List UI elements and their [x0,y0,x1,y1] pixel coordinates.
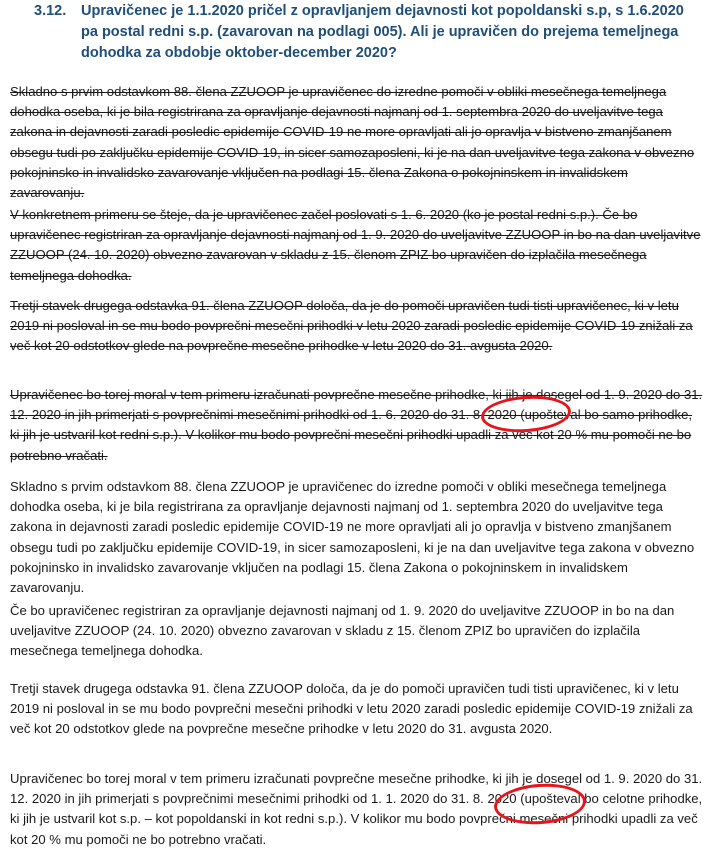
section-heading [34,1,694,64]
paragraph-3: Tretji stavek drugega odstavka 91. člena ZZUOOP določa, da je do pomoči upravičen tudi tisti upravičenec, ki v letu 2019 ni posloval in se mu bodo povprečni mesečni prihodki v letu 2020 zaradi posledic epidemije COVID-19 znižali za več kot 20 odstotkov glede na povprečne mesečne prihodke v letu 2020 do 31. avgusta 2020. [10,681,693,737]
paragraph-1: Skladno s prvim odstavkom 88. člena ZZUOOP je upravičenec do izredne pomoči v obliki mesečnega temeljnega dohodka oseba, ki je bila registrirana za opravljanje dejavnosti najmanj od 1. septembra 2020 do uveljavitve tega zakona in dejavnosti zaradi posledic epidemije COVID-19 ne more opravljati ali jo opravlja v bistveno zmanjšanem obsegu tudi po zaključku epidemije COVID-19, in sicer samozaposleni, ki je na dan uveljavitve tega zakona v obvezno pokojninsko in invalidsko zavarovanje vključen na podlagi 15. člena Zakona o pokojninskem in invalidskem zavarovanju. [10,479,695,596]
struck-paragraph-4: Upravičenec bo torej moral v tem primeru izračunati povprečne mesečne prihodke, ki jih je dosegel od 1. 9. 2020 do 31. 12. 2020 in jih primerjati s povprečnimi mesečnimi prihodki od 1. 6. 2020 do 31. 8. 2020 (upošteval bo samo prihodke, ki jih je ustvaril kot redni s.p.). V kolikor mu bodo povprečni mesečni prihodki upadli za več kot 20 % mu pomoči ne bo potrebno vračati. [10,387,703,463]
paragraph-2: Če bo upravičenec registriran za opravljanje dejavnosti najmanj od 1. 9. 2020 do uveljavitve ZZUOOP in bo na dan uveljavitve ZZUOOP (24. 10. 2020) obvezno zavarovan v skladu z 15. členom ZPIZ bo upravičen do izplačila mesečnega temeljnega dohodka. [10,603,675,659]
struck-paragraph-1: Skladno s prvim odstavkom 88. člena ZZUOOP je upravičenec do izredne pomoči v obliki mesečnega temeljnega dohodka oseba, ki je bila registrirana za opravljanje dejavnosti najmanj od 1. septembra 2020 do uveljavitve tega zakona in dejavnosti zaradi posledic epidemije COVID-19 ne more opravljati ali jo opravlja v bistveno zmanjšanem obsegu tudi po zaključku epidemije COVID-19, in sicer samozaposleni, ki je na dan uveljavitve tega zakona v obvezno pokojninsko in invalidsko zavarovanje vključen na podlagi 15. člena Zakona o pokojninskem in invalidskem zavarovanju. [10,84,695,201]
section-title: Upravičenec je 1.1.2020 pričel z opravljanjem dejavnosti kot popoldanski s.p, s 1.6.2020 pa postal redni s.p. (zavarovan na podlagi 005). Ali je upravičen do prejema temeljnega dohodka za obdobje oktober-december 2020? [81,3,684,61]
struck-paragraph-2: V konkretnem primeru se šteje, da je upravičenec začel poslovati s 1. 6. 2020 (ko je postal redni s.p.). Če bo upravičenec registriran za opravljanje dejavnosti najmanj od 1. 9. 2020 do uveljavitve ZZUOOP in bo na dan uveljavitve ZZUOOP (24. 10. 2020) obvezno zavarovan v skladu z 15. členom ZPIZ bo upravičen do izplačila mesečnega temeljnega dohodka. [10,207,701,283]
paragraph-4: Upravičenec bo torej moral v tem primeru izračunati povprečne mesečne prihodke, ki jih je dosegel od 1. 9. 2020 do 31. 12. 2020 in jih primerjati s povprečnimi mesečnimi prihodki od 1. 1. 2020 do 31. 8. 2020 (upošteval bo celotne prihodke, ki jih je ustvaril kot s.p. – kot popoldanski in kot redni s.p.). V kolikor mu bodo povprečni mesečni prihodki upadli za več kot 20 % mu pomoči ne bo potrebno vračati. [10,771,703,847]
struck-paragraph-3: Tretji stavek drugega odstavka 91. člena ZZUOOP določa, da je do pomoči upravičen tudi tisti upravičenec, ki v letu 2019 ni posloval in se mu bodo povprečni mesečni prihodki v letu 2020 zaradi posledic epidemije COVID-19 znižali za več kot 20 odstotkov glede na povprečne mesečne prihodke v letu 2020 do 31. avgusta 2020. [10,298,693,354]
section-number: 3.12. [34,3,67,19]
